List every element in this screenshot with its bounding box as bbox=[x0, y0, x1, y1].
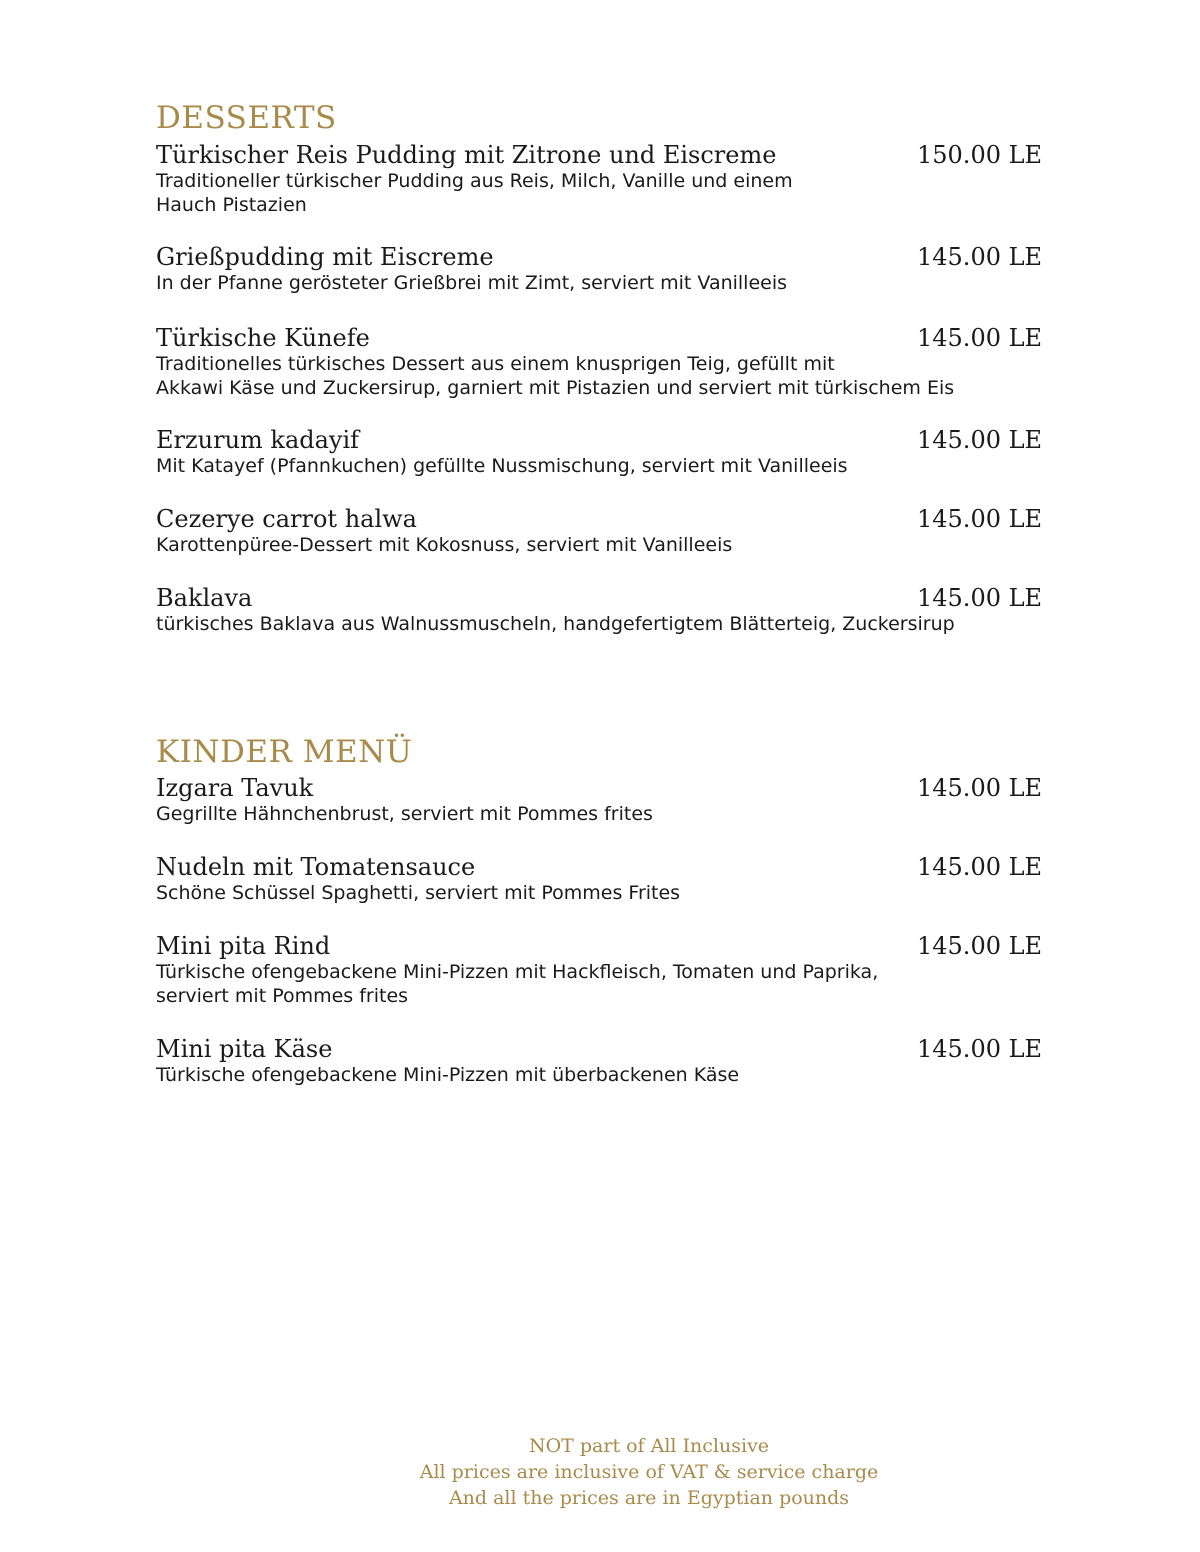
item-price: 145.00 LE bbox=[917, 932, 1043, 960]
item-description-line: türkisches Baklava aus Walnussmuscheln, handgefertigtem Blätterteig, Zuckersirup bbox=[156, 613, 955, 635]
item-description-line: Gegrillte Hähnchenbrust, serviert mit Pommes frites bbox=[156, 803, 653, 825]
item-price: 150.00 LE bbox=[917, 141, 1043, 169]
item-description bbox=[156, 881, 1031, 905]
item-name: Mini pita Rind bbox=[156, 932, 331, 960]
menu-item bbox=[156, 324, 1043, 400]
item-price: 145.00 LE bbox=[917, 243, 1043, 271]
item-name: Izgara Tavuk bbox=[156, 774, 314, 802]
item-price: 145.00 LE bbox=[917, 853, 1043, 881]
item-description bbox=[156, 960, 1031, 1008]
item-description bbox=[156, 271, 1031, 295]
item-name: Baklava bbox=[156, 584, 253, 612]
item-description-line: Karottenpüree-Dessert mit Kokosnuss, serviert mit Vanilleeis bbox=[156, 534, 733, 556]
footer-line: All prices are inclusive of VAT & service charge bbox=[419, 1461, 879, 1483]
item-description-line: serviert mit Pommes frites bbox=[156, 985, 409, 1007]
item-description bbox=[156, 1063, 1031, 1087]
item-name: Türkische Künefe bbox=[156, 324, 370, 352]
section-title-kinder-menu: KINDER MENÜ bbox=[156, 734, 413, 770]
item-description-line: Schöne Schüssel Spaghetti, serviert mit Pommes Frites bbox=[156, 882, 681, 904]
item-description-line: Hauch Pistazien bbox=[156, 194, 307, 216]
item-description bbox=[156, 454, 1031, 478]
menu-item bbox=[156, 584, 1043, 636]
item-description-line: Türkische ofengebackene Mini-Pizzen mit Hackfleisch, Tomaten und Paprika, bbox=[156, 961, 879, 983]
item-price: 145.00 LE bbox=[917, 584, 1043, 612]
item-name: Cezerye carrot halwa bbox=[156, 505, 417, 533]
menu-item bbox=[156, 774, 1043, 826]
item-description-line: In der Pfanne gerösteter Grießbrei mit Zimt, serviert mit Vanilleeis bbox=[156, 272, 788, 294]
item-name: Nudeln mit Tomatensauce bbox=[156, 853, 476, 881]
menu-item bbox=[156, 141, 1043, 217]
item-name: Türkischer Reis Pudding mit Zitrone und Eiscreme bbox=[156, 141, 777, 169]
item-description-line: Türkische ofengebackene Mini-Pizzen mit überbackenen Käse bbox=[156, 1064, 740, 1086]
item-description bbox=[156, 533, 1031, 557]
footer-line: And all the prices are in Egyptian pounds bbox=[448, 1487, 850, 1509]
menu-item bbox=[156, 243, 1043, 295]
footer-notice bbox=[349, 1433, 949, 1511]
item-description-line: Traditionelles türkisches Dessert aus einem knusprigen Teig, gefüllt mit bbox=[156, 353, 835, 375]
item-price: 145.00 LE bbox=[917, 505, 1043, 533]
menu-item bbox=[156, 1035, 1043, 1087]
item-price: 145.00 LE bbox=[917, 324, 1043, 352]
item-price: 145.00 LE bbox=[917, 1035, 1043, 1063]
menu-item bbox=[156, 505, 1043, 557]
item-description bbox=[156, 802, 1031, 826]
item-name: Grießpudding mit Eiscreme bbox=[156, 243, 494, 271]
menu-item bbox=[156, 853, 1043, 905]
section-title-desserts: DESSERTS bbox=[156, 100, 337, 136]
item-description-line: Traditioneller türkischer Pudding aus Reis, Milch, Vanille und einem bbox=[156, 170, 793, 192]
item-price: 145.00 LE bbox=[917, 774, 1043, 802]
item-description bbox=[156, 169, 1031, 217]
item-description bbox=[156, 612, 1031, 636]
menu-item bbox=[156, 426, 1043, 478]
item-description-line: Akkawi Käse und Zuckersirup, garniert mit Pistazien und serviert mit türkischem Eis bbox=[156, 377, 955, 399]
item-name: Erzurum kadayif bbox=[156, 426, 360, 454]
item-name: Mini pita Käse bbox=[156, 1035, 333, 1063]
item-price: 145.00 LE bbox=[917, 426, 1043, 454]
item-description bbox=[156, 352, 1031, 400]
item-description-line: Mit Katayef (Pfannkuchen) gefüllte Nussmischung, serviert mit Vanilleeis bbox=[156, 455, 848, 477]
menu-item bbox=[156, 932, 1043, 1008]
footer-line: NOT part of All Inclusive bbox=[528, 1435, 770, 1457]
